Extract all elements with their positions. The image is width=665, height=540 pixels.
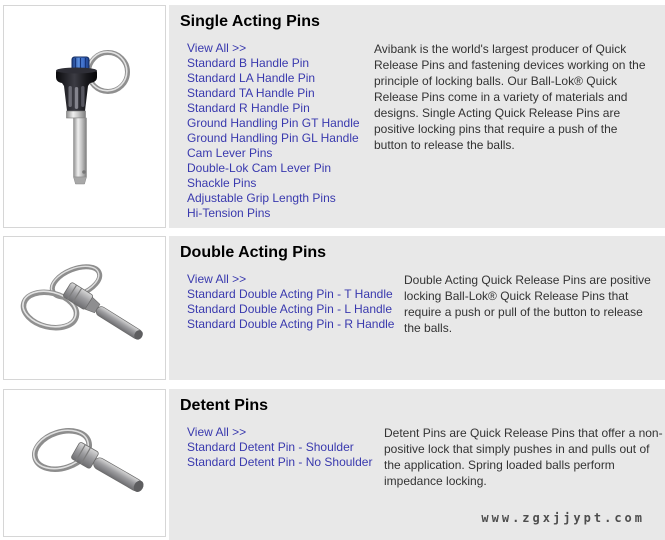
section-panel (169, 236, 665, 380)
double-acting-pin-photo (4, 237, 165, 379)
link-ground-handling-pin-gl[interactable]: Ground Handling Pin GL Handle (187, 131, 359, 145)
link-view-all[interactable]: View All >> (187, 272, 247, 286)
link-standard-b-handle-pin[interactable]: Standard B Handle Pin (187, 56, 310, 70)
link-view-all[interactable]: View All >> (187, 41, 247, 55)
product-image-double-acting-pin[interactable] (3, 236, 166, 380)
section-description: Double Acting Quick Release Pins are positive locking Ball-Lok® Quick Release Pins that require a push or pull of the button to release the balls. (404, 273, 651, 335)
section-title: Double Acting Pins (180, 244, 327, 261)
link-ground-handling-pin-gt[interactable]: Ground Handling Pin GT Handle (187, 116, 360, 130)
link-cam-lever-pins[interactable]: Cam Lever Pins (187, 146, 273, 160)
section-double-acting-pins (0, 236, 665, 380)
section-title: Single Acting Pins (180, 13, 320, 30)
link-double-lok-cam-lever-pin[interactable]: Double-Lok Cam Lever Pin (187, 161, 332, 175)
single-acting-pin-photo (4, 6, 165, 227)
link-detent-pin-shoulder[interactable]: Standard Detent Pin - Shoulder (187, 440, 354, 454)
link-hi-tension-pins[interactable]: Hi-Tension Pins (187, 206, 271, 220)
link-double-acting-r-handle[interactable]: Standard Double Acting Pin - R Handle (187, 317, 395, 331)
link-list (187, 41, 374, 221)
section-panel (169, 5, 665, 228)
link-adjustable-grip-length-pins[interactable]: Adjustable Grip Length Pins (187, 191, 336, 205)
watermark: www.zgxjjypt.com (481, 511, 645, 525)
section-description: Detent Pins are Quick Release Pins that offer a non-positive lock that simply pushes in and pulls out of the application. Spring loaded balls perform impedance locking. (384, 426, 663, 488)
link-double-acting-t-handle[interactable]: Standard Double Acting Pin - T Handle (187, 287, 393, 301)
link-list (187, 272, 404, 332)
section-single-acting-pins (0, 5, 665, 228)
section-title: Detent Pins (180, 397, 269, 414)
product-image-detent-pin[interactable] (3, 389, 166, 537)
link-view-all[interactable]: View All >> (187, 425, 247, 439)
link-shackle-pins[interactable]: Shackle Pins (187, 176, 257, 190)
link-double-acting-l-handle[interactable]: Standard Double Acting Pin - L Handle (187, 302, 393, 316)
link-detent-pin-no-shoulder[interactable]: Standard Detent Pin - No Shoulder (187, 455, 373, 469)
link-list (187, 425, 384, 470)
link-standard-ta-handle-pin[interactable]: Standard TA Handle Pin (187, 86, 315, 100)
link-standard-la-handle-pin[interactable]: Standard LA Handle Pin (187, 71, 316, 85)
section-description: Avibank is the world's largest producer of Quick Release Pins and fastening devices working on the principle of locking balls. Our Ball-Lok® Quick Release Pins come in a variety of materials and designs. Single Acting Quick Release Pins are positive locking pins that require a push of the button to release the balls. (374, 42, 646, 152)
product-image-single-acting-pin[interactable] (3, 5, 166, 228)
detent-pin-photo (4, 390, 165, 536)
link-standard-r-handle-pin[interactable]: Standard R Handle Pin (187, 101, 310, 115)
